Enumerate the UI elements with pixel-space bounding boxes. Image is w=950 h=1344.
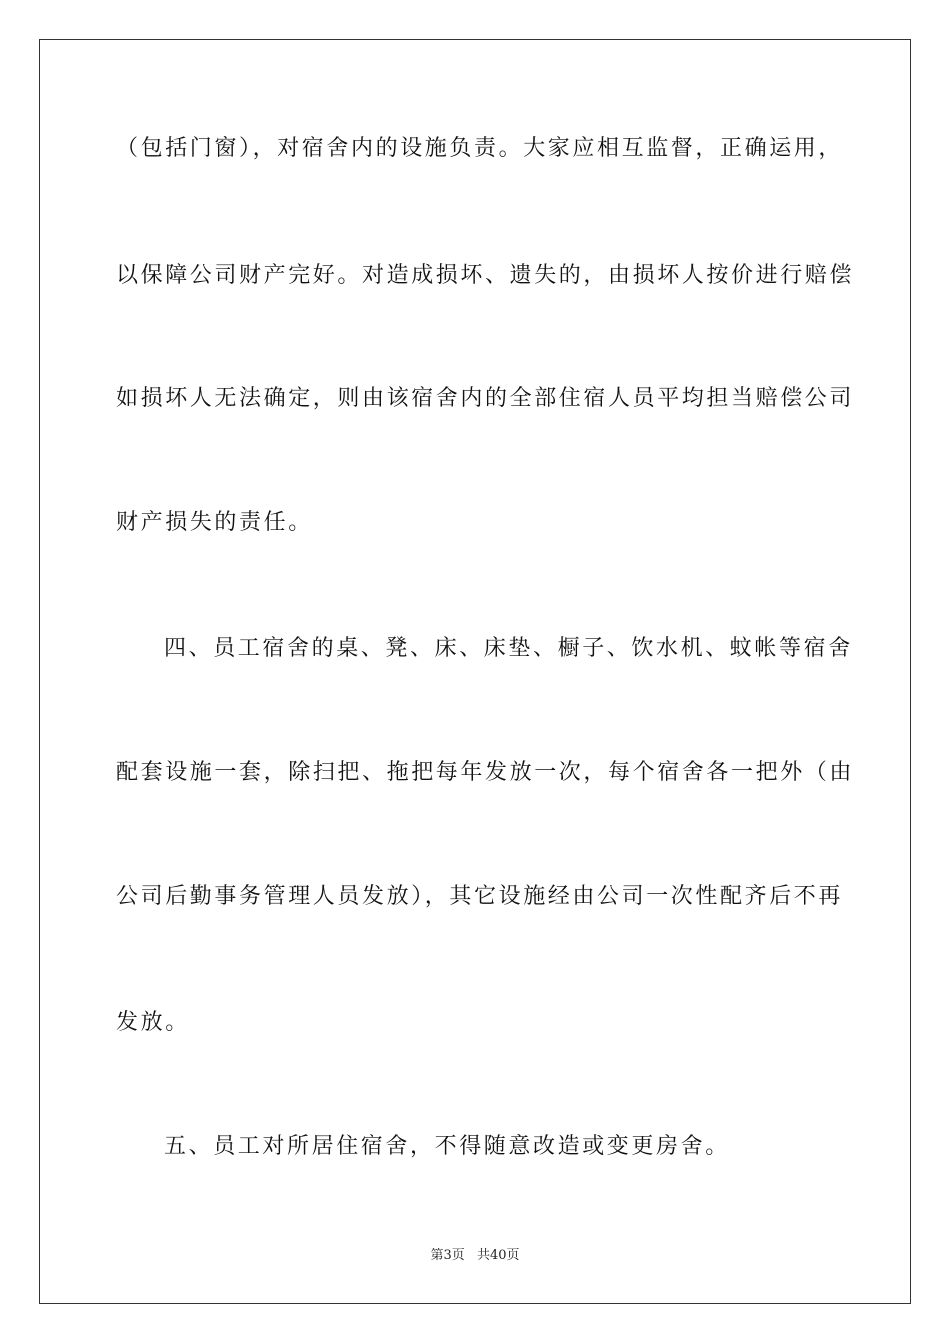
paragraph-four-line-4: 发放。 — [116, 1010, 190, 1035]
page-border — [39, 39, 911, 1304]
paragraph-five-line-1: 五、员工对所居住宿舍，不得随意改造或变更房舍。 — [164, 1134, 730, 1159]
total-pages: 共40页 — [476, 1248, 520, 1263]
paragraph-four-line-3: 公司后勤事务管理人员发放），其它设施经由公司一次性配齐后不再 — [116, 884, 844, 909]
body-text-line-4: 财产损失的责任。 — [116, 510, 313, 535]
paragraph-four-line-2: 配套设施一套，除扫把、拖把每年发放一次，每个宿舍各一把外（由 — [116, 760, 855, 785]
page-number: 第3页 — [430, 1248, 465, 1263]
body-text-line-1: （包括门窗），对宿舍内的设施负责。大家应相互监督，正确运用， — [116, 136, 844, 161]
body-text-line-2: 以保障公司财产完好。对造成损坏、遗失的，由损坏人按价进行赔偿 — [116, 263, 855, 288]
body-text-line-3: 如损坏人无法确定，则由该宿舍内的全部住宿人员平均担当赔偿公司 — [116, 386, 855, 411]
page-footer — [0, 1247, 950, 1265]
paragraph-four-line-1: 四、员工宿舍的桌、凳、床、床垫、橱子、饮水机、蚊帐等宿舍 — [164, 636, 853, 661]
